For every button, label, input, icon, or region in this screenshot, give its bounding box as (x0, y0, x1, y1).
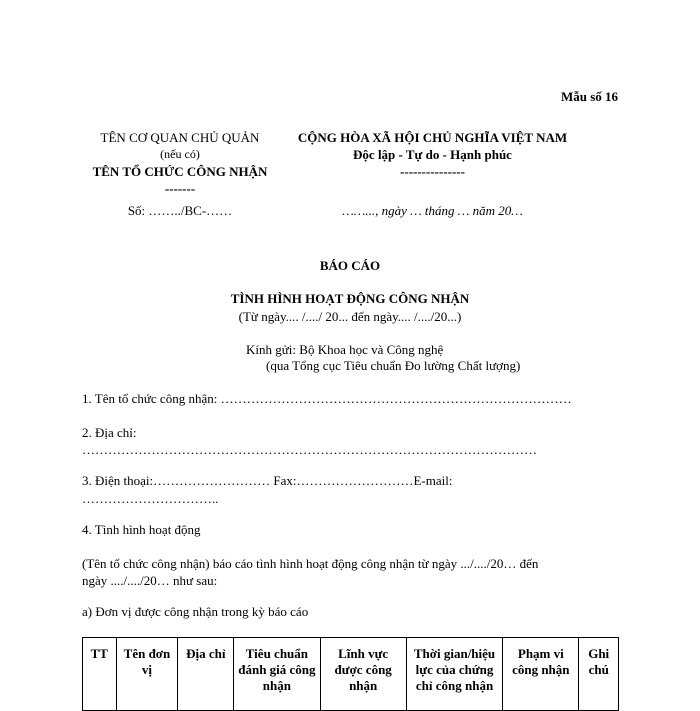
right-header (280, 129, 585, 180)
item-activity: 4. Tình hình hoạt động (82, 522, 201, 537)
document-number: Số: ……../BC-…… (127, 203, 233, 218)
col-header-field: Lĩnh vực được công nhận (320, 638, 406, 711)
item-contact-fill: ………………………….. (82, 491, 219, 506)
item-address-fill: …………………………………………………………………………………………… (82, 442, 537, 457)
recipient-line-1: Kính gửi: Bộ Khoa học và Công nghệ (246, 342, 444, 357)
col-header-address: Địa chỉ (178, 638, 234, 711)
units-heading: a) Đơn vị được công nhận trong kỳ báo cáo (82, 604, 309, 619)
country-name: CỘNG HÒA XÃ HỘI CHỦ NGHĨA VIỆT NAM (297, 130, 568, 145)
activity-text-line-2: ngày ..../..../20… như sau: (82, 573, 218, 588)
left-divider: ------- (164, 181, 196, 196)
right-divider: --------------- (400, 164, 465, 179)
motto: Độc lập - Tự do - Hạnh phúc (353, 147, 512, 162)
place-date: ……..., ngày … tháng … năm 20… (342, 203, 523, 218)
item-org-name: 1. Tên tổ chức công nhận: ……………………………………………………………………… (82, 391, 572, 406)
left-header (70, 129, 290, 197)
parent-agency: TÊN CƠ QUAN CHỦ QUẢN (100, 130, 260, 145)
form-number: Mẫu số 16 (560, 89, 618, 104)
activity-text-line-1: (Tên tổ chức công nhận) báo cáo tình hình hoạt động công nhận từ ngày .../..../20… đến (82, 556, 539, 571)
item-contact: 3. Điện thoại:……………………… Fax:………………………E-mail: (82, 473, 453, 488)
recipient-line-2: (qua Tổng cục Tiêu chuẩn Đo lường Chất lượng) (266, 358, 521, 373)
col-header-tt: TT (83, 638, 117, 711)
col-header-standard: Tiêu chuẩn đánh giá công nhận (234, 638, 320, 711)
item-address-label: 2. Địa chỉ: (82, 425, 137, 440)
report-period: (Từ ngày.... /..../ 20... đến ngày.... /..../20...) (238, 309, 462, 324)
organization-name: TÊN TỔ CHỨC CÔNG NHẬN (92, 164, 268, 179)
report-title: BÁO CÁO (319, 258, 381, 273)
col-header-scope: Phạm vi công nhận (503, 638, 579, 711)
report-subtitle: TÌNH HÌNH HOẠT ĐỘNG CÔNG NHẬN (230, 291, 470, 306)
col-header-unit-name: Tên đơn vị (116, 638, 178, 711)
if-any-note: (nếu có) (160, 147, 200, 161)
col-header-validity: Thời gian/hiệu lực của chứng chỉ công nhận (406, 638, 502, 711)
col-header-notes: Ghi chú (579, 638, 619, 711)
